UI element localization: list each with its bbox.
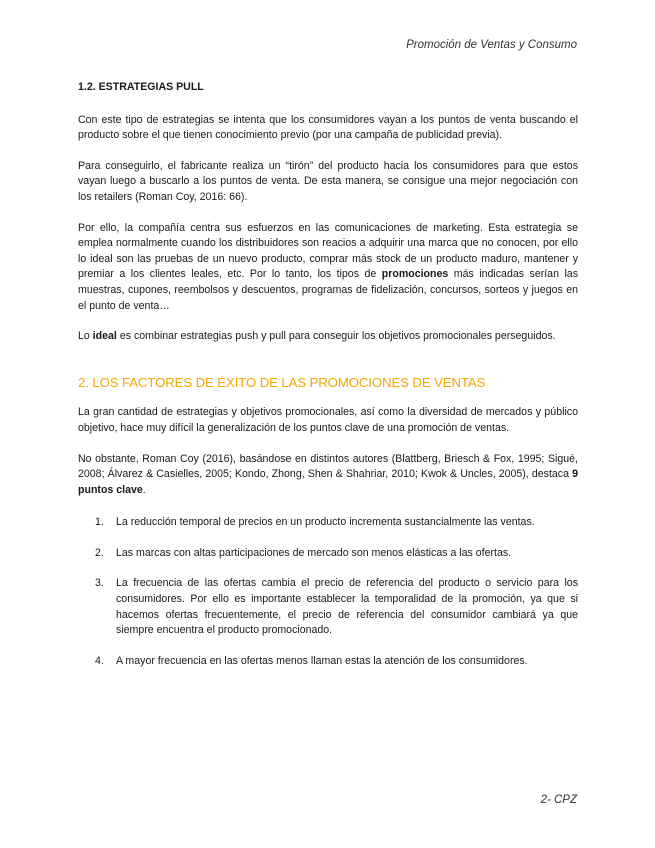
running-header: Promoción de Ventas y Consumo (406, 39, 577, 51)
list-item-text: A mayor frecuencia en las ofertas menos llaman estas la atención de los consumidores. (116, 654, 528, 667)
page-content (78, 80, 578, 669)
list-item-text: Las marcas con altas participaciones de mercado son menos elásticas a las ofertas. (116, 546, 512, 559)
bold-term-ideal: ideal (92, 330, 117, 343)
paragraph-text: Por ello, la compañía centra sus esfuerzos en las comunicaciones de marketing. Esta estrategia se emplea normalmente cuando los distribuidores son reacios a adquirir una marca que no conocen, por ello lo ideal son las pruebas de un nuevo producto, comprar más stock de un producto maduro, mantener y premiar a los clientes leales, etc. Por lo tanto, los tipos de (78, 221, 578, 281)
list-item-number: 3. (95, 577, 104, 590)
paragraph-pull-ideal (78, 329, 578, 345)
paragraph-text: más indicadas serían las muestras, cupones, reembolsos y descuentos, programas de fidelización, concursos, sorteos y juegos en el punto de venta… (78, 268, 578, 312)
list-item-text: La reducción temporal de precios en un producto incrementa sustancialmente las ventas. (116, 516, 535, 529)
paragraph-pull-intro: Con este tipo de estrategias se intenta que los consumidores vayan a los puntos de venta buscando el producto sobre el que tienen conocimiento previo (por una campaña de publicidad previa). (78, 113, 578, 142)
paragraph-text: . (142, 483, 146, 496)
bold-term-puntos-clave: 9 puntos clave (78, 468, 578, 496)
paragraph-pull-tiron: Para conseguirlo, el fabricante realiza un “tirón” del producto hacia los consumidores para que estos vayan luego a buscarlo a los puntos de venta. De esta manera, se consigue una mejor negociación con los retailers (Roman Coy, 2016: 66). (78, 159, 578, 203)
list-item-number: 4. (95, 654, 104, 667)
list-item-number: 1. (95, 516, 104, 529)
list-item (78, 654, 578, 670)
list-item-text: La frecuencia de las ofertas cambia el precio de referencia del producto o servicio para los consumidores. Por ello es importante establecer la temporalidad de la promoción, ya que si hacemos ofertas frecuentemente, el precio de referencia del consumidor cambiará ya que siempre encuentra el producto promocionado. (116, 577, 578, 637)
list-item (78, 515, 578, 531)
paragraph-pull-marketing (78, 221, 578, 315)
bold-term-promociones: promociones (381, 268, 449, 281)
section-heading: 2. LOS FACTORES DE ÉXITO DE LAS PROMOCIONES DE VENTAS (78, 374, 486, 390)
paragraph-factors-authors (78, 452, 578, 499)
paragraph-text: No obstante, Roman Coy (2016), basándose en distintos autores (Blattberg, Briesch & Fox, 1995; Sigué, 2008; Álvarez & Casielles, 2005; Kondo, Zhong, Shen & Shahriar, 2010; Kwok & Uncles, 2005), destaca (78, 452, 578, 481)
factors-list (78, 515, 578, 669)
page-footer-number: 2- CPZ (540, 794, 577, 806)
paragraph-text: es combinar estrategias push y pull para conseguir los objetivos promocionales perseguidos. (116, 330, 556, 343)
paragraph-text: Lo (78, 330, 93, 343)
paragraph-factors-intro: La gran cantidad de estrategias y objetivos promocionales, así como la diversidad de mercados y público objetivo, hace muy difícil la generalización de los puntos clave de una promoción de ventas. (78, 406, 578, 434)
list-item (78, 546, 578, 562)
list-item (78, 576, 578, 638)
list-item-number: 2. (95, 546, 104, 559)
subsection-heading: 1.2. ESTRATEGIAS PULL (78, 81, 204, 93)
